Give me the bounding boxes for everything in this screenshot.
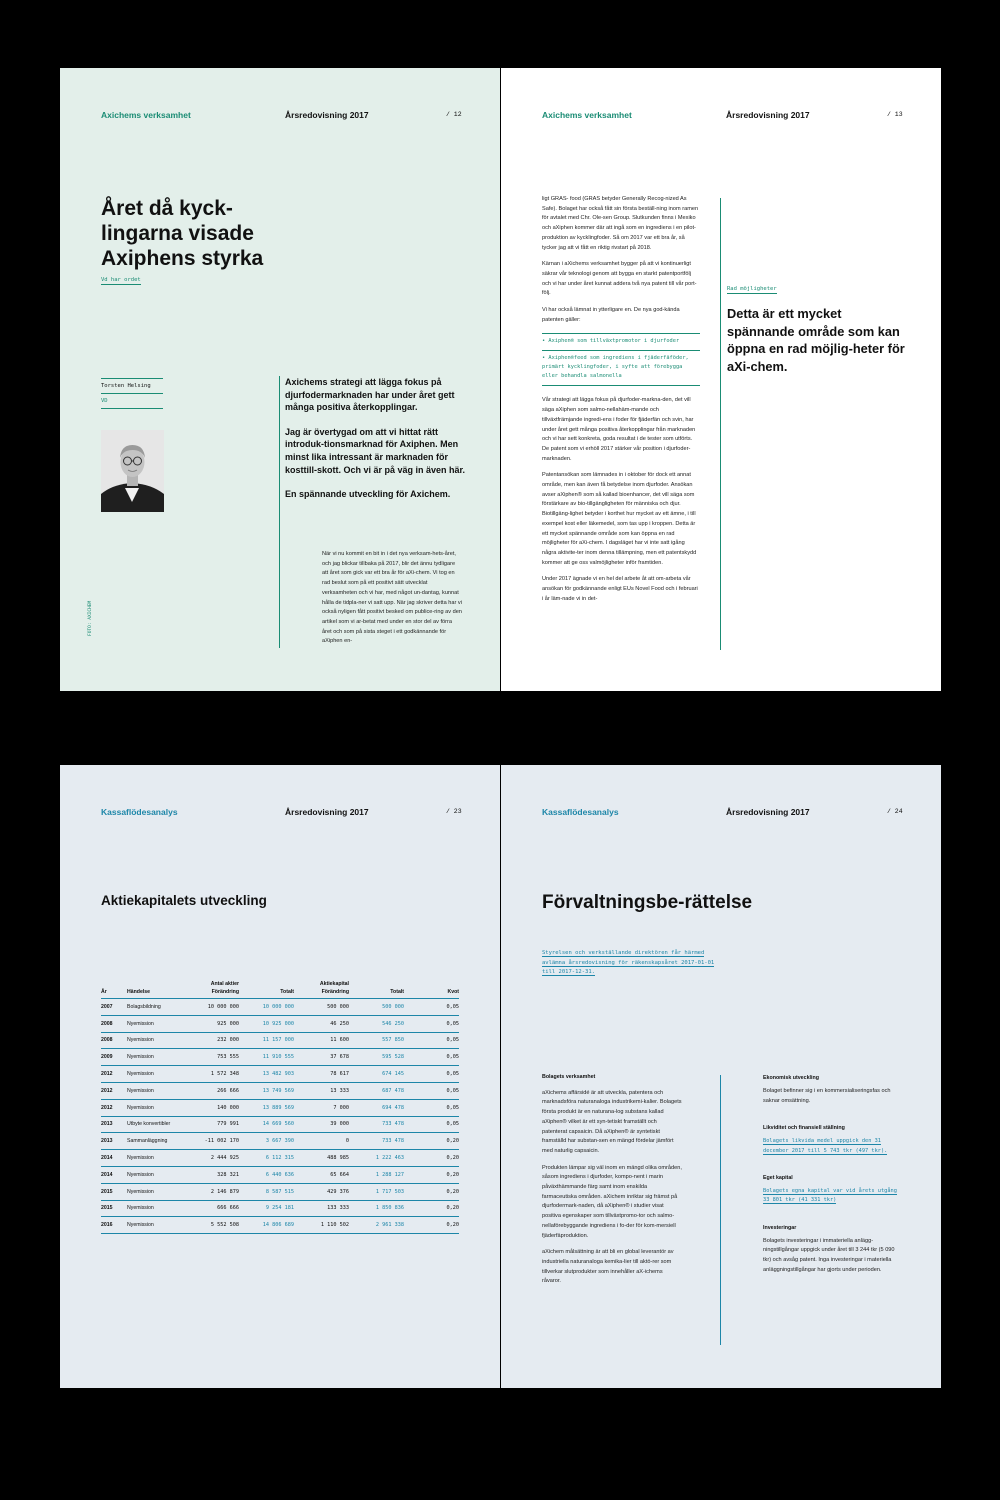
block-heading: Likviditet och finansiell ställning <box>763 1125 845 1132</box>
block-text: Bolagets likvida medel uppgick den 31 december 2017 till 5 743 tkr (497 tkr). <box>763 1138 888 1154</box>
doc-title: Årsredovisning 2017 <box>285 807 369 817</box>
table-cell: 39 000 <box>294 1116 349 1133</box>
table-row <box>101 1066 459 1083</box>
table-cell: Sammanläggning <box>127 1133 203 1150</box>
table-cell: 14 806 689 <box>239 1217 294 1234</box>
block-heading: Eget kapital <box>763 1175 793 1181</box>
table-cell: 687 478 <box>349 1082 404 1099</box>
table-row <box>101 1217 459 1234</box>
section-label: Axichems verksamhet <box>542 110 632 120</box>
table-cell: 13 333 <box>294 1082 349 1099</box>
table-cell: 0,05 <box>404 999 459 1016</box>
table-cell: 1 572 348 <box>203 1066 239 1083</box>
col-header: År <box>101 980 127 999</box>
table-cell: 557 850 <box>349 1032 404 1049</box>
table-row <box>101 1150 459 1167</box>
table-cell: 266 666 <box>203 1082 239 1099</box>
table-cell: 694 478 <box>349 1099 404 1116</box>
table-cell: 666 666 <box>203 1200 239 1217</box>
table-cell: 779 991 <box>203 1116 239 1133</box>
table-cell: 11 910 555 <box>239 1049 294 1066</box>
table-cell: 429 376 <box>294 1183 349 1200</box>
table-cell: 5 552 508 <box>203 1217 239 1234</box>
table-cell: 674 145 <box>349 1066 404 1083</box>
table-row <box>101 1116 459 1133</box>
table-cell: 0,20 <box>404 1166 459 1183</box>
page-number: / 13 <box>887 111 903 118</box>
table-cell: 65 664 <box>294 1166 349 1183</box>
section-label: Kassaflödesanalys <box>542 807 619 817</box>
table-cell: Bolagsbildning <box>127 999 203 1016</box>
table-row <box>101 1032 459 1049</box>
doc-title: Årsredovisning 2017 <box>726 110 810 120</box>
table-cell: 13 749 569 <box>239 1082 294 1099</box>
table-cell: Nyemission <box>127 1066 203 1083</box>
accent-rule <box>720 1075 721 1345</box>
table-cell: 133 333 <box>294 1200 349 1217</box>
table-cell: 2012 <box>101 1066 127 1083</box>
table-cell: 546 250 <box>349 1015 404 1032</box>
table-cell: 11 157 000 <box>239 1032 294 1049</box>
table-cell: 10 000 000 <box>239 999 294 1016</box>
patent-list <box>542 333 700 386</box>
table-row <box>101 1015 459 1032</box>
table-cell: 2 961 338 <box>349 1217 404 1234</box>
table-cell: 2009 <box>101 1049 127 1066</box>
col-header: Antal aktier Förändring <box>203 980 239 999</box>
table-cell: 10 000 000 <box>203 999 239 1016</box>
table-cell: Nyemission <box>127 1099 203 1116</box>
col-header: Händelse <box>127 980 203 999</box>
page-number: / 23 <box>446 808 462 815</box>
table-cell: 2012 <box>101 1082 127 1099</box>
table-row <box>101 999 459 1016</box>
page-23 <box>60 765 500 1388</box>
table-cell: 0,05 <box>404 1049 459 1066</box>
table-cell: Nyemission <box>127 1082 203 1099</box>
lead-text: Axichems strategi att lägga fokus på djurfodermarknaden har under året gett många positiva återkopplingar. Jag är övertygad om att vi hittat rätt introduk-tionsmarknad för Axiphen. Men minst lika intressant är marknaden för kosttill-skott. Och vi är på väg in även här. En spännande utveckling för Axichem. <box>285 377 466 500</box>
page-24 <box>501 765 941 1388</box>
table-row <box>101 1166 459 1183</box>
table-cell: Utbyte konvertibler <box>127 1116 203 1133</box>
table-cell: 1 850 836 <box>349 1200 404 1217</box>
table-cell: 2 444 925 <box>203 1150 239 1167</box>
page-13 <box>501 68 941 691</box>
table-cell: 2013 <box>101 1116 127 1133</box>
table-cell: 13 889 569 <box>239 1099 294 1116</box>
table-cell: Nyemission <box>127 1217 203 1234</box>
table-cell: 0,05 <box>404 1066 459 1083</box>
table-cell: 925 000 <box>203 1015 239 1032</box>
author-name: Torsten Helsing <box>101 383 151 389</box>
block-heading: Bolagets verksamhet <box>542 1074 596 1080</box>
list-item: • Axiphen®feed som ingrediens i fjäderfäföder, primärt kycklingfoder, i syfte att förebygga eller behandla salmonella <box>542 351 700 386</box>
col-header: Totalt <box>239 980 294 999</box>
table-cell: Nyemission <box>127 1032 203 1049</box>
table-cell: 0,05 <box>404 1032 459 1049</box>
accent-rule <box>279 376 280 648</box>
table-cell: 1 288 127 <box>349 1166 404 1183</box>
table-cell: Nyemission <box>127 1200 203 1217</box>
table-cell: 11 600 <box>294 1032 349 1049</box>
table-cell: 753 555 <box>203 1049 239 1066</box>
table-cell: Nyemission <box>127 1049 203 1066</box>
table-cell: 2013 <box>101 1133 127 1150</box>
table-cell: 2014 <box>101 1150 127 1167</box>
table-cell: 6 440 636 <box>239 1166 294 1183</box>
table-cell: 78 617 <box>294 1066 349 1083</box>
table-cell: 2016 <box>101 1217 127 1234</box>
table-cell: -11 002 170 <box>203 1133 239 1150</box>
col-header: Kvot <box>404 980 459 999</box>
doc-title: Årsredovisning 2017 <box>285 110 369 120</box>
col-header: Totalt <box>349 980 404 999</box>
share-capital-table <box>101 980 459 1234</box>
table-cell: 0,05 <box>404 1015 459 1032</box>
list-item: • Axiphen® som tillväxtpromotor i djurfoder <box>542 334 700 351</box>
table-cell: 232 000 <box>203 1032 239 1049</box>
table-row <box>101 1200 459 1217</box>
table-cell: 0 <box>294 1133 349 1150</box>
table-cell: Nyemission <box>127 1015 203 1032</box>
page-number: / 24 <box>887 808 903 815</box>
doc-title: Årsredovisning 2017 <box>726 807 810 817</box>
block-text: Bolagets investeringar i immateriella anlägg-ningstillgångar uppgick under året till 3 244 tkr (5 090 tkr) och avsåg patent. Inga investeringar i materiella anläggningstillgångar har gjorts under perioden. <box>763 1237 895 1273</box>
table-cell: 1 222 463 <box>349 1150 404 1167</box>
table-row <box>101 1049 459 1066</box>
table-cell: Nyemission <box>127 1150 203 1167</box>
verksamhet-column: Bolagets verksamhet aXichems affärsidé är att utveckla, patentera och marknadsföra naturanaloga industrikemi-kalier. Bolagets första produkt är en naturana-log substans kallad aXiphen® vilket är ett syn-tetiskt framställt och patenterat capsaicin. Då aXiphen® är syntetiskt framställd har substan-sen en mängd fördelar jämfört med naturlig capsaicin. Produkten lämpar sig väl inom en mängd olika områden, såsom ingrediens i djurfoder, kompo-nent i marin påväxthämmande färg samt inom enskilda farmaceutiska områden. aXichem inriktar sig främst på djurfodermark-naden, då aXiphen® i studier visat positiva egenskaper som tillväxtpromo-tor och salmo-nellaförebyggande ingrediens i fo-der för kom-mersiell fjäderfäproduktion. aXichem målsättning är att bli en global leverantör av industriella naturanaloga kemika-lier till aktö-rer som tillverkar slutprodukter som innehåller aX-ichems råvaror. <box>542 1074 682 1285</box>
table-row <box>101 1099 459 1116</box>
table-cell: 328 321 <box>203 1166 239 1183</box>
table-cell: 0,20 <box>404 1183 459 1200</box>
table-cell: 0,05 <box>404 1116 459 1133</box>
page-number: / 12 <box>446 111 462 118</box>
table-cell: 2015 <box>101 1183 127 1200</box>
pull-quote: Detta är ett mycket spännande område som kan öppna en rad möjlig-heter för aXi-chem. <box>727 306 905 374</box>
table-cell: 595 528 <box>349 1049 404 1066</box>
table-cell: 10 925 000 <box>239 1015 294 1032</box>
table-cell: 0,05 <box>404 1099 459 1116</box>
author-role: VD <box>101 398 108 404</box>
table-cell: 500 000 <box>349 999 404 1016</box>
table-cell: 0,20 <box>404 1133 459 1150</box>
table-cell: Nyemission <box>127 1166 203 1183</box>
subtitle: Styrelsen och verkställande direktören får härmed avlämna årsredovisning för räkenskapsåret 2017-01-01 till 2017-12-31. <box>542 950 715 975</box>
table-row <box>101 1082 459 1099</box>
table-row <box>101 1183 459 1200</box>
table-cell: 13 482 903 <box>239 1066 294 1083</box>
table-row <box>101 1133 459 1150</box>
table-cell: 1 717 503 <box>349 1183 404 1200</box>
section-heading: Förvaltningsbe-rättelse <box>542 892 753 913</box>
table-cell: 2007 <box>101 999 127 1016</box>
table-cell: 46 250 <box>294 1015 349 1032</box>
table-cell: 488 985 <box>294 1150 349 1167</box>
table-cell: 2014 <box>101 1166 127 1183</box>
body-text: När vi nu kommit en bit in i det nya verksam-hets-året, och jag blickar tillbaka på 2017, blir det ännu tydligare att året som gick var ett bra år för aXi-chem. Vi tog en rad beslut som på ett positivt sätt utvecklat verksamheten och vi har, med något un-dantag, kunnat hålla de tidpla-ner vi satt upp. När jag skriver detta har vi också nyligen fått positivt besked om publice-ring av den artikel som vi ar-betat med under en stor del av förra året och som på sista steget i ett godkännande för aXiphen en- <box>322 551 462 645</box>
table-cell: 14 669 560 <box>239 1116 294 1133</box>
table-cell: 733 478 <box>349 1116 404 1133</box>
kicker: Vd har ordet <box>101 277 141 283</box>
table-cell: 2 146 879 <box>203 1183 239 1200</box>
block-heading: Ekonomisk utveckling <box>763 1075 819 1081</box>
table-cell: 1 110 502 <box>294 1217 349 1234</box>
finance-column <box>763 1075 903 1294</box>
table-cell: Nyemission <box>127 1183 203 1200</box>
table-cell: 140 000 <box>203 1099 239 1116</box>
col-header: Aktiekapital Förändring <box>294 980 349 999</box>
spread-top <box>60 68 941 691</box>
table-cell: 2008 <box>101 1032 127 1049</box>
section-label: Kassaflödesanalys <box>101 807 178 817</box>
table-cell: 37 678 <box>294 1049 349 1066</box>
kicker: Rad möjligheter <box>727 286 777 292</box>
table-cell: 733 478 <box>349 1133 404 1150</box>
table-cell: 3 667 390 <box>239 1133 294 1150</box>
table-cell: 9 254 181 <box>239 1200 294 1217</box>
table-cell: 6 112 315 <box>239 1150 294 1167</box>
table-cell: 0,20 <box>404 1217 459 1234</box>
table-cell: 2012 <box>101 1099 127 1116</box>
table-cell: 2015 <box>101 1200 127 1217</box>
table-cell: 500 000 <box>294 999 349 1016</box>
block-heading: Investeringar <box>763 1224 797 1231</box>
headline: Året då kyck-lingarna visade Axiphens styrka <box>101 197 264 270</box>
table-cell: 7 000 <box>294 1099 349 1116</box>
spread-bottom <box>60 765 941 1388</box>
accent-rule <box>720 198 721 650</box>
author-portrait <box>101 430 164 512</box>
table-cell: 0,05 <box>404 1082 459 1099</box>
table-cell: 2008 <box>101 1015 127 1032</box>
section-heading: Aktiekapitalets utveckling <box>101 893 267 908</box>
block-text: Bolagets egna kapital var vid årets utgång 33 801 tkr (41 331 tkr) <box>763 1188 897 1204</box>
table-cell: 0,20 <box>404 1200 459 1217</box>
body-column: ligt GRAS- food (GRAS betyder Generally Recog-nized As Safe). Bolaget har också fått sin första beställ-ning inom ramen för avtalet med Chr. Ole-sen Group. Slutkunden finns i Mexiko och aXiphen kommer där att ingå som en ingrediens i en pilot-produktion av kycklingfoder. Så om 2017 var ett bra år, så tycker jag att vi fått en riktig rivstart på 2018. Kärnan i aXichems verksamhet bygger på att vi kontinuerligt säkrar vår teknologi genom att bygga en starkt patentportfölj och vi har under året kunnat addera två nya patent till vår port-följ. Vi har också lämnat in ytterligare en. De nya god-kända patenten gäller: • Axiphen® som tillväxtpromotor i djurfoder • Axiphen®feed som ingrediens i fjäderfäföder, primärt kycklingfoder, i syfte att förebygga eller behandla salmonella Vår strategi att lägga fokus på djurfoder-markna-den, det vill säga aXiphen som salmo-nellahäm-mande och tillväxtfrämjande ingredi-ens i foder för fjäderfän och svin, har under året gett många positiva återkopplingar från marknaden och vi har sett konkreta, goda resultat i de tester som utförts. De patent som vi erhöll 2017 stärker vår position i djurfoder-marknaden. Patentansökan som lämnades in i oktober för dock ett annat område, men kan även få betydelse inom djurfoder. Ansökan avser aXiphen® som så kallad bioenhancer, det vill säga som förstärkare av bio-tillgängligheten för människa och djur. Biotillgäng-lighet betyder i korthet hur mycket av ett ämne, i till exempel kost eller läkemedel, som tas upp i kroppen. Detta är ett mycket spännande område som kan öppna en rad möjligheter för aXi-chem. I dagsläget har vi inte satt igång några aktivite-ter inom denna tillämpning, men ett patentskydd kommer att ge oss valmöjligheter inför framtiden. Under 2017 ägnade vi en hel del arbete åt att om-arbeta vår ansökan för godkännande enligt EUs Novel Food och i februari i år läm-nade vi in det- <box>542 196 699 602</box>
table-cell: 8 587 515 <box>239 1183 294 1200</box>
section-label: Axichems verksamhet <box>101 110 191 120</box>
table-cell: 0,20 <box>404 1150 459 1167</box>
block-text: Bolaget befinner sig i en kommersialiseringsfas och saknar omsättning. <box>763 1088 891 1104</box>
page-12 <box>60 68 500 691</box>
author-box <box>101 378 163 409</box>
photo-credit: FOTO: AXICHEM <box>88 600 93 636</box>
